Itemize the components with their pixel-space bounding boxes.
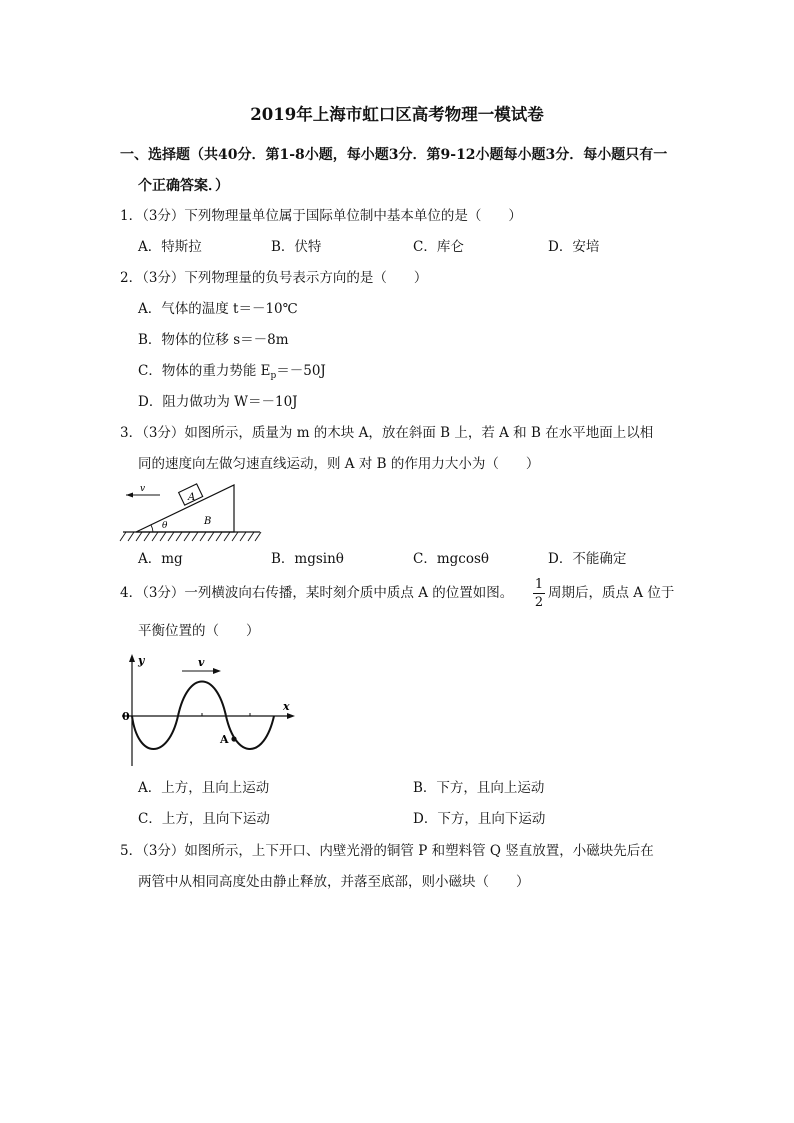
q2-option-c bbox=[138, 362, 326, 385]
q2-option-c-text: C．物体的重力势能 E bbox=[138, 363, 271, 379]
q1-stem: 1．（3分）下列物理量单位属于国际单位制中基本单位的是（ ） bbox=[120, 208, 522, 224]
q4-fraction-denominator: 2 bbox=[534, 595, 544, 610]
q1-option-b: B．伏特 bbox=[271, 239, 322, 255]
q1-option-a: A．特斯拉 bbox=[138, 239, 202, 255]
q3-fig-wedge-label: B bbox=[204, 516, 212, 527]
q2-option-d: D．阻力做功为 W＝－10J bbox=[138, 394, 298, 410]
q4-stem-line1: 4．（3分）一列横波向右传播，某时刻介质中质点 A 的位置如图。 bbox=[120, 585, 514, 601]
q2-option-c-subscript: p bbox=[270, 371, 277, 381]
q1-option-d: D．安培 bbox=[548, 239, 600, 255]
q4-stem-line1-end: 周期后，质点 A 位于 bbox=[548, 585, 675, 601]
q3-stem-line2: 同的速度向左做匀速直线运动，则 A 对 B 的作用力大小为（ ） bbox=[138, 456, 540, 472]
q1-option-c: C．库仑 bbox=[413, 239, 464, 255]
q4-fraction-bar bbox=[533, 593, 545, 594]
q3-fig-angle-label: θ bbox=[162, 521, 168, 531]
q4-fig-origin-label: 0 bbox=[122, 710, 130, 723]
q4-figure-wave bbox=[118, 650, 303, 770]
q4-fraction bbox=[533, 577, 545, 610]
q4-option-a: A．上方，且向上运动 bbox=[138, 780, 270, 796]
q2-option-c-value: ＝－50J bbox=[276, 363, 326, 379]
section-heading-cont: 个正确答案．） bbox=[138, 178, 229, 194]
q4-fig-y-label: y bbox=[138, 654, 145, 667]
q4-fraction-numerator: 1 bbox=[534, 577, 544, 592]
q2-stem: 2．（3分）下列物理量的负号表示方向的是（ ） bbox=[120, 270, 428, 286]
q3-stem-line1: 3．（3分）如图所示，质量为 m 的木块 A，放在斜面 B 上，若 A 和 B 在水平地面上以相 bbox=[120, 425, 654, 441]
q4-fig-velocity-label: v bbox=[198, 656, 205, 669]
q2-option-a: A．气体的温度 t＝－10℃ bbox=[138, 301, 298, 317]
section-heading: 一、选择题（共40分．第1-8小题，每小题3分．第9-12小题每小题3分．每小题只有一 bbox=[120, 147, 668, 163]
q3-option-d: D．不能确定 bbox=[548, 551, 627, 567]
q5-stem-line1: 5．（3分）如图所示，上下开口、内壁光滑的铜管 P 和塑料管 Q 竖直放置，小磁块先后在 bbox=[120, 843, 654, 859]
q3-option-a: A．mg bbox=[138, 551, 183, 567]
q3-fig-velocity-label: v bbox=[140, 484, 146, 494]
q4-option-c: C．上方，且向下运动 bbox=[138, 811, 270, 827]
q4-option-b: B．下方，且向上运动 bbox=[413, 780, 545, 796]
page-title: 2019年上海市虹口区高考物理一模试卷 bbox=[250, 105, 544, 124]
q4-fig-point-label: A bbox=[220, 733, 229, 746]
q4-option-d: D．下方，且向下运动 bbox=[413, 811, 546, 827]
q5-stem-line2: 两管中从相同高度处由静止释放，并落至底部，则小磁块（ ） bbox=[138, 874, 530, 890]
q3-fig-block-label: A bbox=[188, 492, 196, 503]
q3-option-b: B．mgsinθ bbox=[271, 551, 344, 567]
q4-stem-line2: 平衡位置的（ ） bbox=[138, 623, 260, 639]
q2-option-b: B．物体的位移 s＝－8m bbox=[138, 332, 289, 348]
q3-option-c: C．mgcosθ bbox=[413, 551, 490, 567]
q4-fig-x-label: x bbox=[283, 700, 290, 713]
q3-figure-incline bbox=[118, 480, 263, 546]
